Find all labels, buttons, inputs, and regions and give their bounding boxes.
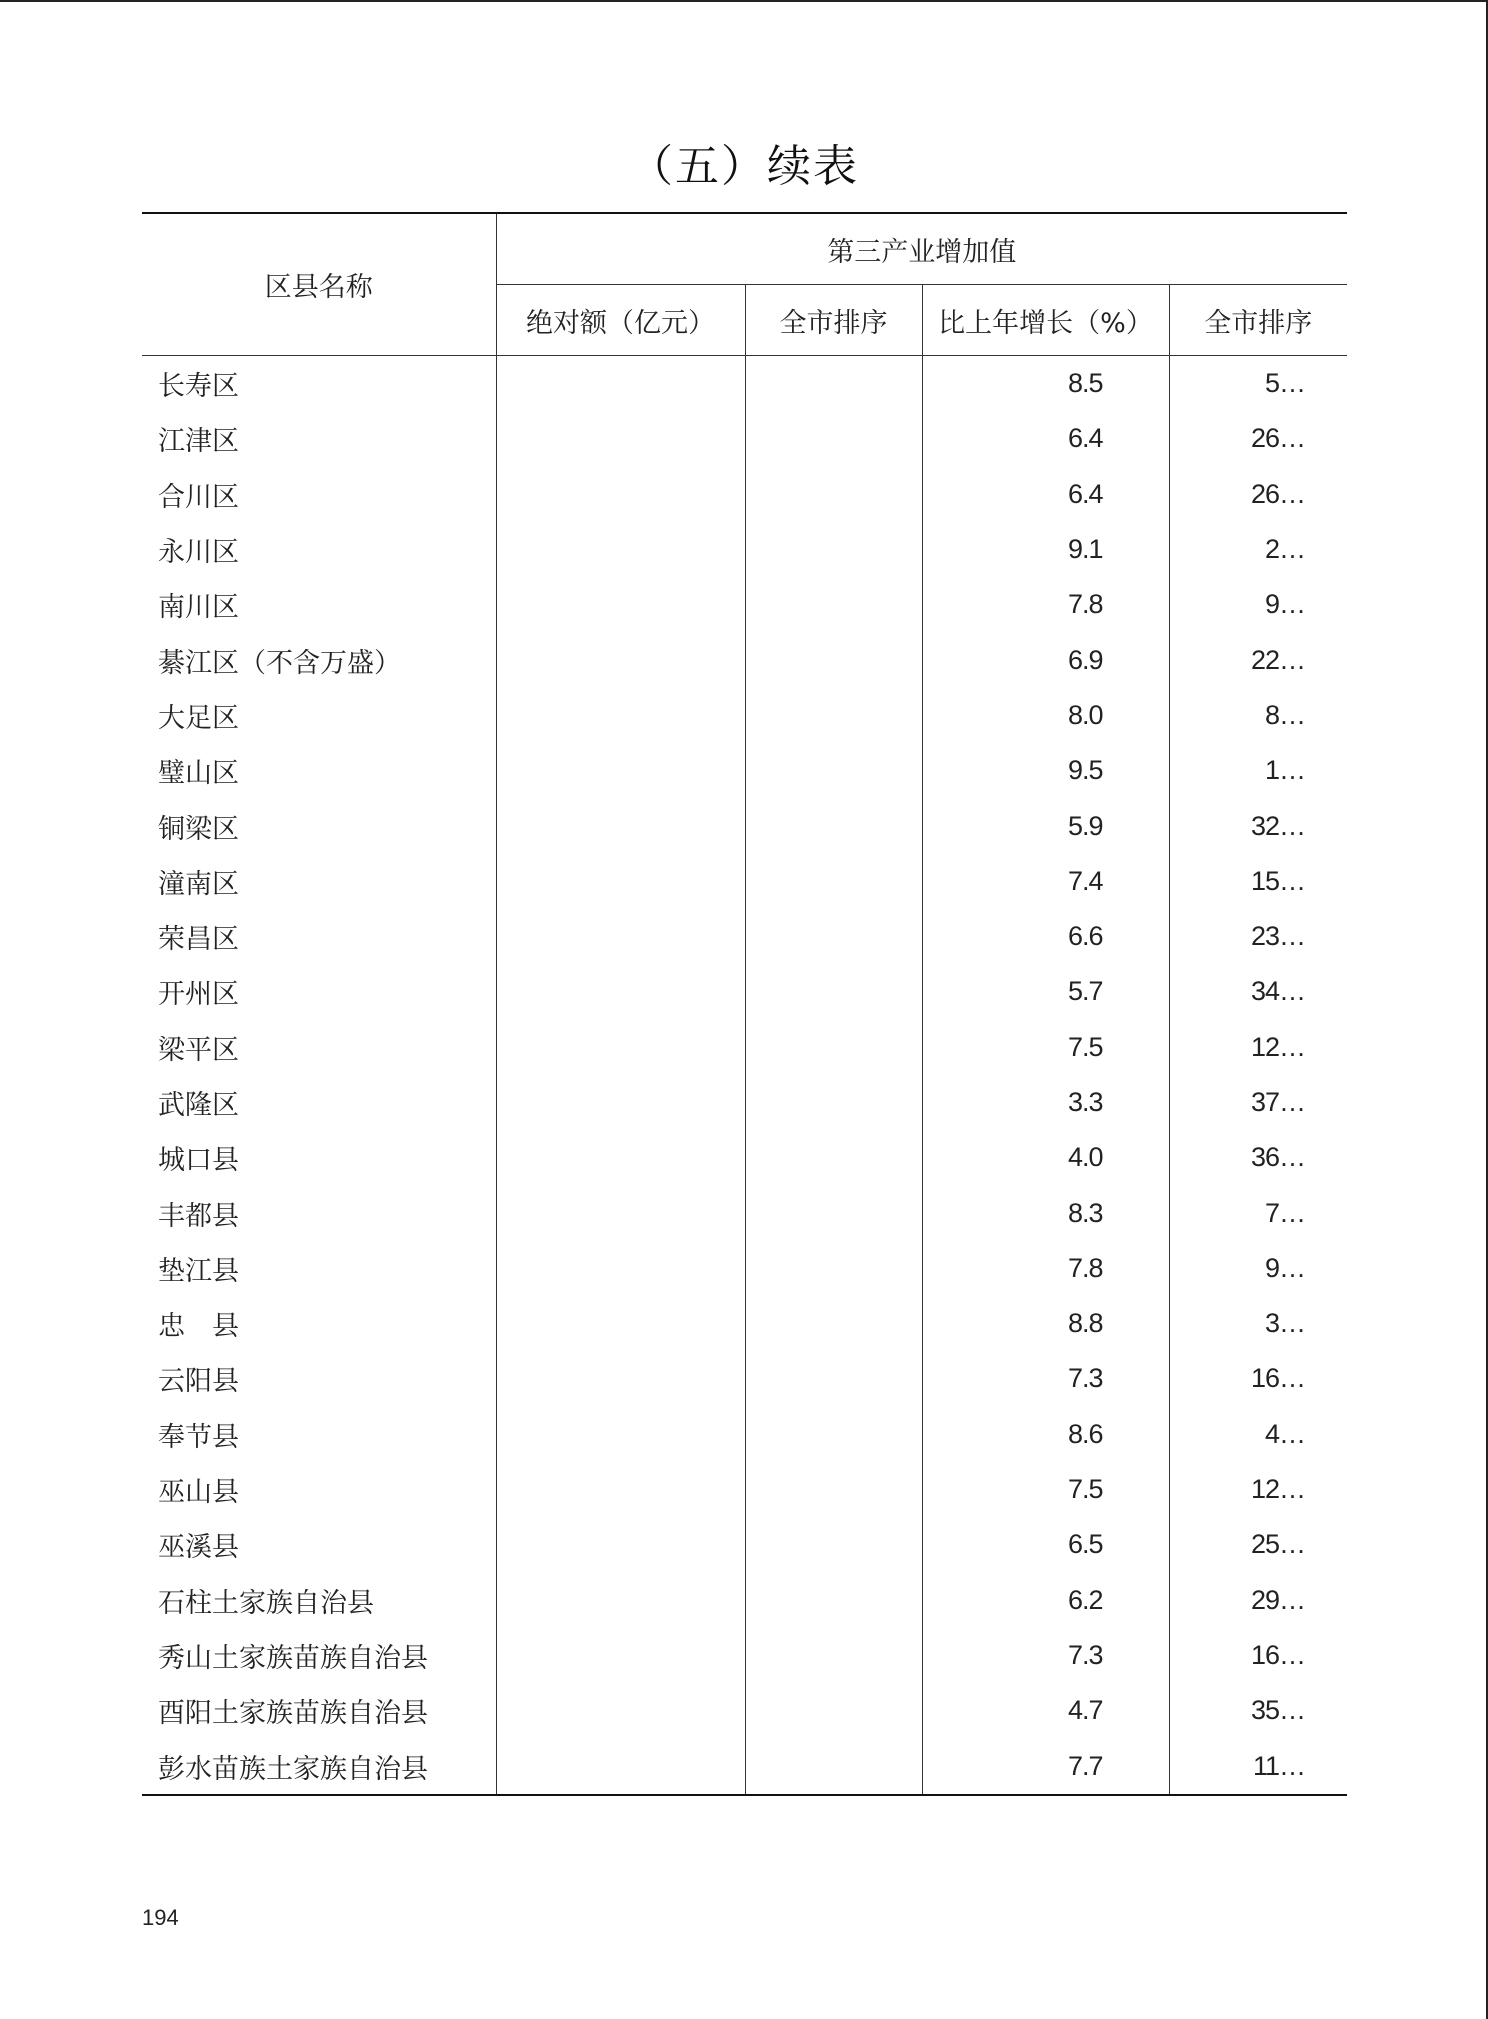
table-row bbox=[142, 1075, 1347, 1130]
rank-growth: 35… bbox=[1169, 1683, 1347, 1738]
rank-absolute bbox=[745, 854, 922, 909]
absolute-value bbox=[496, 1075, 745, 1130]
region-name: 云阳县 bbox=[158, 1366, 239, 1398]
region-name: 石柱土家族自治县 bbox=[158, 1587, 374, 1619]
absolute-value bbox=[496, 577, 745, 632]
table-row bbox=[142, 1738, 1347, 1794]
table-row bbox=[142, 1517, 1347, 1572]
region-name: 南川区 bbox=[158, 592, 239, 624]
growth-rate: 7.8 bbox=[922, 577, 1169, 632]
rank-growth: 15… bbox=[1169, 854, 1347, 909]
group-column-header: 第三产业增加值 bbox=[496, 213, 1347, 285]
region-name: 丰都县 bbox=[158, 1200, 239, 1232]
growth-rate: 7.8 bbox=[922, 1241, 1169, 1296]
region-name: 璧山区 bbox=[158, 758, 239, 790]
rank-absolute bbox=[745, 411, 922, 466]
absolute-value bbox=[496, 1407, 745, 1462]
growth-rate: 5.9 bbox=[922, 798, 1169, 853]
region-name: 武隆区 bbox=[158, 1090, 239, 1121]
rank-absolute bbox=[745, 356, 922, 412]
growth-rate: 6.2 bbox=[922, 1573, 1169, 1628]
region-name: 潼南区 bbox=[158, 868, 239, 900]
rank-absolute bbox=[745, 1020, 922, 1075]
absolute-value bbox=[496, 467, 745, 522]
table-row bbox=[142, 577, 1347, 632]
rank-absolute bbox=[745, 1075, 922, 1130]
region-name: 大足区 bbox=[158, 702, 239, 734]
data-table bbox=[142, 212, 1347, 1796]
rank-absolute bbox=[745, 1185, 922, 1240]
rank-growth: 3… bbox=[1169, 1296, 1347, 1351]
region-name: 垫江县 bbox=[158, 1255, 239, 1287]
absolute-value bbox=[496, 411, 745, 466]
table-row bbox=[142, 356, 1347, 412]
rank-growth: 5… bbox=[1169, 356, 1347, 412]
growth-rate: 6.4 bbox=[922, 467, 1169, 522]
rank-absolute bbox=[745, 1296, 922, 1351]
growth-rate: 7.5 bbox=[922, 1020, 1169, 1075]
rank-growth: 22… bbox=[1169, 632, 1347, 687]
rank-growth: 11… bbox=[1169, 1738, 1347, 1794]
absolute-value bbox=[496, 1517, 745, 1572]
absolute-value bbox=[496, 1296, 745, 1351]
rank-growth: 7… bbox=[1169, 1185, 1347, 1240]
growth-rate: 6.9 bbox=[922, 632, 1169, 687]
absolute-value bbox=[496, 854, 745, 909]
absolute-value bbox=[496, 1683, 745, 1738]
rank-absolute bbox=[745, 1241, 922, 1296]
growth-rate: 8.8 bbox=[922, 1296, 1169, 1351]
column-header-absolute: 绝对额（亿元） bbox=[496, 285, 745, 356]
region-name: 江津区 bbox=[158, 426, 239, 458]
growth-rate: 6.6 bbox=[922, 909, 1169, 964]
rank-absolute bbox=[745, 1573, 922, 1628]
absolute-value bbox=[496, 1738, 745, 1794]
rank-growth: 2… bbox=[1169, 522, 1347, 577]
rank-growth: 37… bbox=[1169, 1075, 1347, 1130]
rank-absolute bbox=[745, 1130, 922, 1185]
rank-absolute bbox=[745, 688, 922, 743]
rank-absolute bbox=[745, 522, 922, 577]
growth-rate: 8.5 bbox=[922, 356, 1169, 412]
region-name: 巫溪县 bbox=[158, 1532, 239, 1564]
rank-absolute bbox=[745, 743, 922, 798]
table-body bbox=[142, 356, 1347, 1795]
growth-rate: 5.7 bbox=[922, 964, 1169, 1019]
rank-growth: 9… bbox=[1169, 1241, 1347, 1296]
region-name: 忠 县 bbox=[158, 1311, 239, 1343]
absolute-value bbox=[496, 522, 745, 577]
absolute-value bbox=[496, 1573, 745, 1628]
table-row bbox=[142, 1296, 1347, 1351]
absolute-value bbox=[496, 356, 745, 412]
table-row bbox=[142, 1462, 1347, 1517]
absolute-value bbox=[496, 1628, 745, 1683]
rank-absolute bbox=[745, 577, 922, 632]
region-name: 秀山土家族苗族自治县 bbox=[158, 1642, 428, 1674]
region-name: 彭水苗族土家族自治县 bbox=[142, 1738, 496, 1794]
growth-rate: 7.3 bbox=[922, 1351, 1169, 1406]
rank-absolute bbox=[745, 1738, 922, 1794]
region-column-header: 区县名称 bbox=[142, 213, 496, 356]
rank-growth: 4… bbox=[1169, 1407, 1347, 1462]
rank-growth: 8… bbox=[1169, 688, 1347, 743]
region-name: 荣昌区 bbox=[158, 924, 239, 956]
growth-rate: 8.6 bbox=[922, 1407, 1169, 1462]
rank-growth: 12… bbox=[1169, 1020, 1347, 1075]
region-name: 巫山县 bbox=[158, 1477, 239, 1509]
table-row bbox=[142, 1130, 1347, 1185]
rank-absolute bbox=[745, 1683, 922, 1738]
growth-rate: 8.0 bbox=[922, 688, 1169, 743]
rank-absolute bbox=[745, 1628, 922, 1683]
table-row bbox=[142, 1241, 1347, 1296]
growth-rate: 9.5 bbox=[922, 743, 1169, 798]
growth-rate: 6.5 bbox=[922, 1517, 1169, 1572]
rank-growth: 16… bbox=[1169, 1628, 1347, 1683]
absolute-value bbox=[496, 1185, 745, 1240]
growth-rate: 3.3 bbox=[922, 1075, 1169, 1130]
page-number: 194 bbox=[142, 1905, 179, 1930]
growth-rate: 4.0 bbox=[922, 1130, 1169, 1185]
region-name: 开州区 bbox=[158, 979, 239, 1011]
rank-absolute bbox=[745, 1462, 922, 1517]
growth-rate: 9.1 bbox=[922, 522, 1169, 577]
rank-growth: 9… bbox=[1169, 577, 1347, 632]
table-row bbox=[142, 1628, 1347, 1683]
region-name: 铜梁区 bbox=[158, 813, 239, 845]
region-name: 梁平区 bbox=[158, 1034, 239, 1066]
table-row bbox=[142, 743, 1347, 798]
growth-rate: 7.7 bbox=[922, 1738, 1169, 1794]
table-row bbox=[142, 632, 1347, 687]
table-row bbox=[142, 1407, 1347, 1462]
region-name: 城口县 bbox=[158, 1145, 239, 1177]
rank-absolute bbox=[745, 1351, 922, 1406]
absolute-value bbox=[496, 964, 745, 1019]
growth-rate: 7.5 bbox=[922, 1462, 1169, 1517]
table-row bbox=[142, 1573, 1347, 1628]
rank-growth: 1… bbox=[1169, 743, 1347, 798]
region-name: 永川区 bbox=[158, 537, 239, 569]
rank-growth: 26… bbox=[1169, 411, 1347, 466]
table-row bbox=[142, 798, 1347, 853]
header-row-group bbox=[142, 213, 1347, 285]
region-name: 綦江区（不含万盛） bbox=[158, 647, 401, 679]
rank-growth: 23… bbox=[1169, 909, 1347, 964]
growth-rate: 7.3 bbox=[922, 1628, 1169, 1683]
region-name: 奉节县 bbox=[158, 1421, 239, 1453]
rank-growth: 34… bbox=[1169, 964, 1347, 1019]
table-row bbox=[142, 1020, 1347, 1075]
absolute-value bbox=[496, 688, 745, 743]
table-row bbox=[142, 1351, 1347, 1406]
growth-rate: 4.7 bbox=[922, 1683, 1169, 1738]
region-name: 酉阳土家族苗族自治县 bbox=[158, 1698, 428, 1730]
page-title: （五）续表 bbox=[629, 141, 859, 192]
region-name: 长寿区 bbox=[158, 371, 239, 403]
table-row bbox=[142, 854, 1347, 909]
rank-absolute bbox=[745, 964, 922, 1019]
rank-growth: 36… bbox=[1169, 1130, 1347, 1185]
column-header-rank-absolute: 全市排序 bbox=[745, 285, 922, 356]
absolute-value bbox=[496, 1241, 745, 1296]
table-row bbox=[142, 688, 1347, 743]
rank-growth: 12… bbox=[1169, 1462, 1347, 1517]
absolute-value bbox=[496, 1020, 745, 1075]
table-row bbox=[142, 1683, 1347, 1738]
table-row bbox=[142, 411, 1347, 466]
absolute-value bbox=[496, 1462, 745, 1517]
column-header-rank-growth: 全市排序 bbox=[1169, 285, 1347, 356]
absolute-value bbox=[496, 1130, 745, 1185]
table-row bbox=[142, 1185, 1347, 1240]
rank-growth: 32… bbox=[1169, 798, 1347, 853]
rank-growth: 25… bbox=[1169, 1517, 1347, 1572]
absolute-value bbox=[496, 798, 745, 853]
column-header-growth: 比上年增长（%） bbox=[922, 285, 1169, 356]
absolute-value bbox=[496, 743, 745, 798]
absolute-value bbox=[496, 909, 745, 964]
growth-rate: 6.4 bbox=[922, 411, 1169, 466]
table-row bbox=[142, 964, 1347, 1019]
rank-growth: 16… bbox=[1169, 1351, 1347, 1406]
rank-absolute bbox=[745, 909, 922, 964]
rank-absolute bbox=[745, 632, 922, 687]
table-row bbox=[142, 467, 1347, 522]
growth-rate: 8.3 bbox=[922, 1185, 1169, 1240]
rank-growth: 26… bbox=[1169, 467, 1347, 522]
region-name: 合川区 bbox=[158, 481, 239, 513]
rank-absolute bbox=[745, 467, 922, 522]
absolute-value bbox=[496, 1351, 745, 1406]
table-row bbox=[142, 522, 1347, 577]
rank-absolute bbox=[745, 1407, 922, 1462]
table-row bbox=[142, 909, 1347, 964]
growth-rate: 7.4 bbox=[922, 854, 1169, 909]
rank-absolute bbox=[745, 798, 922, 853]
absolute-value bbox=[496, 632, 745, 687]
rank-growth: 29… bbox=[1169, 1573, 1347, 1628]
rank-absolute bbox=[745, 1517, 922, 1572]
